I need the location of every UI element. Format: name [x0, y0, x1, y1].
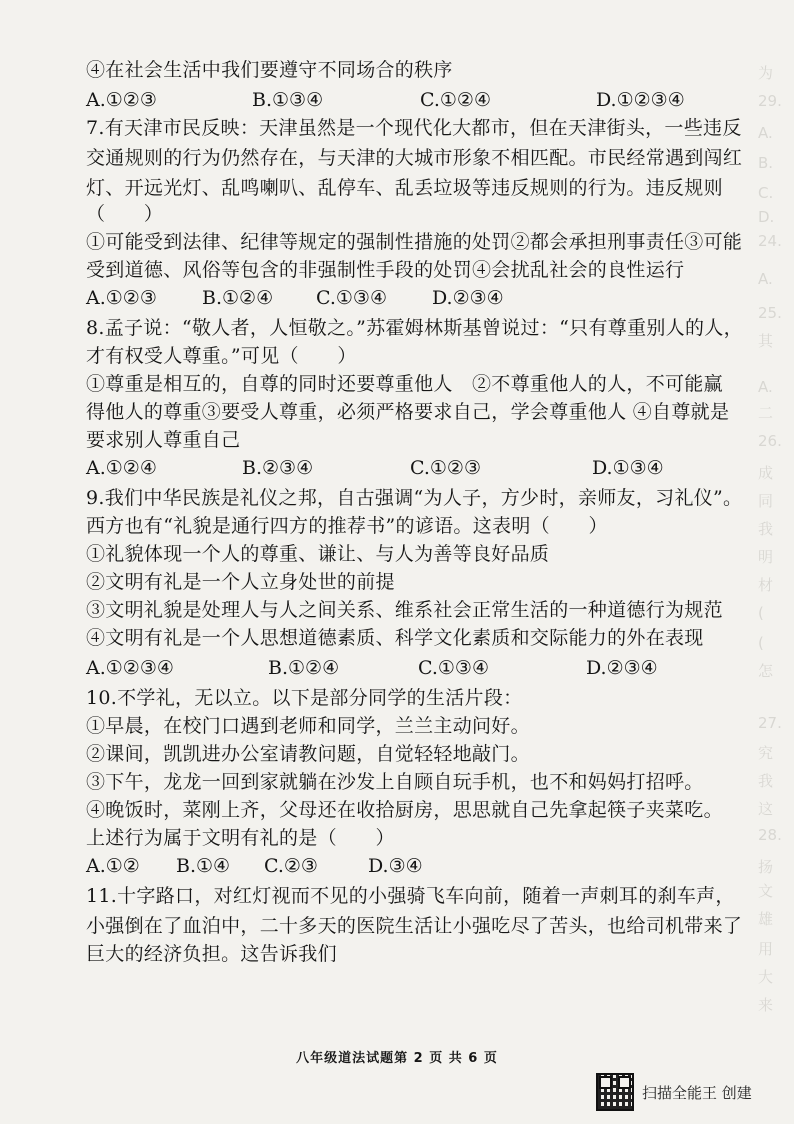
bleed-fragment: 我: [758, 520, 774, 538]
bleed-fragment: 为: [758, 64, 774, 82]
q10-item: ③下午，龙龙一回到家就躺在沙发上自顾自玩手机，也不和妈妈打招呼。: [86, 771, 704, 793]
option-a: A.①②③: [86, 89, 157, 111]
q9-choice: ③文明礼貌是处理人与人之间关系、维系社会正常生活的一种道德行为规范: [86, 599, 723, 621]
line-0: ④在社会生活中我们要遵守不同场合的秩序: [86, 59, 453, 81]
bleed-fragment: 二: [758, 404, 774, 422]
option-d: D.①③④: [592, 457, 664, 479]
q7-stem: 交通规则的行为仍然存在，与天津的大城市形象不相匹配。市民经常遇到闯红: [86, 147, 743, 169]
bleed-fragment: 文: [758, 882, 774, 900]
option-b: B.①③④: [252, 89, 324, 111]
q9-stem: 西方也有“礼貌是通行四方的推荐书”的谚语。这表明（ ）: [86, 515, 608, 537]
option-d: D.②③④: [432, 287, 504, 309]
option-d: D.②③④: [586, 657, 658, 679]
bleed-fragment: 怎: [758, 662, 774, 680]
bleed-fragment: A.: [758, 270, 773, 288]
q8-stem: 才有权受人尊重。”可见（ ）: [86, 345, 357, 367]
option-b: B.②③④: [242, 457, 314, 479]
q7-stem: 灯、开远光灯、乱鸣喇叭、乱停车、乱丢垃圾等违反规则的行为。违反规则: [86, 177, 723, 199]
option-c: C.②③: [264, 855, 318, 877]
bleed-fragment: 这: [758, 800, 774, 818]
option-a: A.①②③: [86, 287, 157, 309]
q8-choice: 得他人的尊重③要受人尊重，必须严格要求自己，学会尊重他人 ④自尊就是: [86, 401, 730, 423]
bleed-fragment: 明: [758, 548, 774, 566]
option-a: A.①②: [86, 855, 140, 877]
option-a: A.①②③④: [86, 657, 174, 679]
q10-prompt: 上述行为属于文明有礼的是（ ）: [86, 827, 395, 849]
q8-choice: 要求别人尊重自己: [86, 429, 241, 451]
option-c: C.①③④: [316, 287, 387, 309]
bleed-fragment: 成: [758, 464, 774, 482]
bleed-fragment: 大: [758, 968, 774, 986]
q7-stem: （ ）: [86, 203, 164, 225]
bleed-fragment: 雄: [758, 910, 774, 928]
option-d: D.①②③④: [596, 89, 685, 111]
bleed-fragment: (: [758, 634, 764, 652]
bleed-fragment: (: [758, 604, 764, 622]
q8-choice: ①尊重是相互的，自尊的同时还要尊重他人 ②不尊重他人的人，不可能赢: [86, 373, 723, 395]
q9-stem: 9.我们中华民族是礼仪之邦，自古强调“为人子，方少时，亲师友，习礼仪”。: [86, 487, 743, 509]
q9-choice: ④文明有礼是一个人思想道德素质、科学文化素质和交际能力的外在表现: [86, 627, 704, 649]
page-footer: 八年级道法试题第 2 页 共 6 页: [296, 1051, 498, 1066]
q10-item: ②课间，凯凯进办公室请教问题，自觉轻轻地敲门。: [86, 743, 530, 765]
option-c: C.①②③: [410, 457, 481, 479]
option-b: B.①④: [176, 855, 231, 877]
q7-choice: ①可能受到法律、纪律等规定的强制性措施的处罚②都会承担刑事责任③可能: [86, 231, 743, 253]
bleed-fragment: D.: [758, 208, 775, 226]
q10-item: ①早晨，在校门口遇到老师和同学，兰兰主动问好。: [86, 715, 530, 737]
bleed-fragment: 26.: [758, 432, 782, 450]
q7-stem: 7.有天津市民反映：天津虽然是一个现代化大都市，但在天津街头，一些违反: [86, 117, 742, 139]
bleed-fragment: 我: [758, 772, 774, 790]
bleed-fragment: 究: [758, 744, 774, 762]
q10-item: ④晚饭时，菜刚上齐，父母还在收拾厨房，思思就自己先拿起筷子夹菜吃。: [86, 799, 723, 821]
scanner-watermark: 扫描全能王 创建: [642, 1084, 752, 1102]
bleed-fragment: 25.: [758, 304, 782, 322]
option-c: C.①②④: [420, 89, 491, 111]
option-b: B.①②④: [202, 287, 274, 309]
bleed-fragment: 其: [758, 332, 774, 350]
bleed-fragment: 来: [758, 996, 774, 1014]
q7-choice: 受到道德、风俗等包含的非强制性手段的处罚④会扰乱社会的良性运行: [86, 259, 685, 281]
bleed-fragment: 同: [758, 492, 774, 510]
bleed-fragment: 扬: [758, 858, 774, 876]
bleed-fragment: A.: [758, 124, 773, 142]
q10-stem: 10.不学礼，无以立。以下是部分同学的生活片段：: [86, 687, 523, 709]
q11-stem: 巨大的经济负担。这告诉我们: [86, 943, 337, 965]
q8-stem: 8.孟子说：“敬人者，人恒敬之。”苏霍姆林斯基曾说过：“只有尊重别人的人，: [86, 317, 743, 339]
bleed-fragment: C.: [758, 184, 774, 202]
qr-code-icon: [596, 1073, 634, 1111]
bleed-fragment: 29.: [758, 92, 782, 110]
bleed-fragment: 用: [758, 940, 774, 958]
bleed-fragment: 24.: [758, 232, 782, 250]
option-a: A.①②④: [86, 457, 157, 479]
bleed-fragment: 27.: [758, 714, 782, 732]
q9-choice: ①礼貌体现一个人的尊重、谦让、与人为善等良好品质: [86, 543, 550, 565]
option-b: B.①②④: [268, 657, 340, 679]
option-c: C.①③④: [418, 657, 489, 679]
q11-stem: 11.十字路口，对红灯视而不见的小强骑飞车向前，随着一声刺耳的刹车声，: [86, 885, 735, 907]
q11-stem: 小强倒在了血泊中，二十多天的医院生活让小强吃尽了苦头，也给司机带来了: [86, 915, 743, 937]
bleed-fragment: B.: [758, 154, 774, 172]
bleed-fragment: A.: [758, 378, 773, 396]
bleed-fragment: 28.: [758, 826, 782, 844]
q9-choice: ②文明有礼是一个人立身处世的前提: [86, 571, 395, 593]
option-d: D.③④: [368, 855, 423, 877]
bleed-fragment: 材: [758, 576, 774, 594]
